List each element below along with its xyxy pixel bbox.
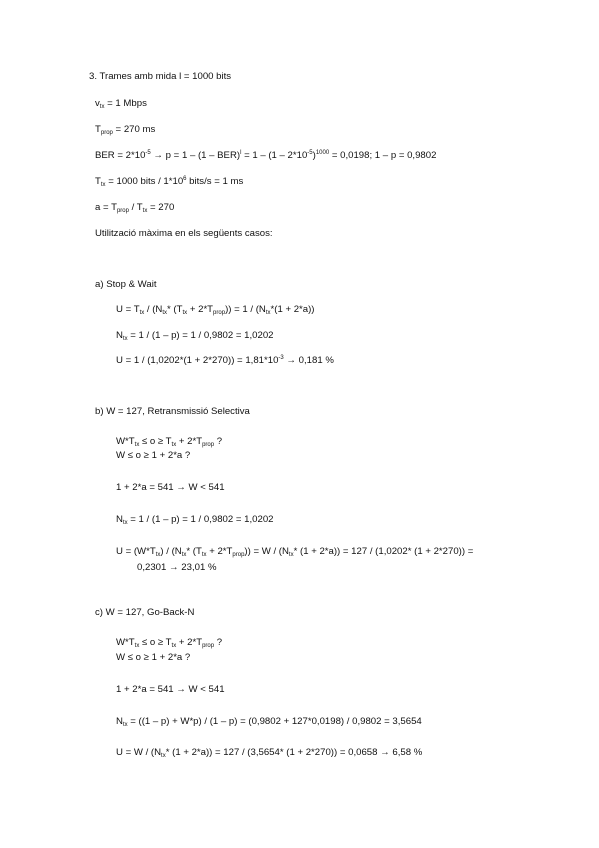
section-b-condition-1: $W*T_{tx} \le o \ge T_{tx} + 2*T_{prop}$ ? [116, 436, 223, 448]
prop-time-line: $T_{prop} = 270$ ms [95, 124, 156, 136]
section-a-title: a) Stop & Wait [95, 279, 157, 290]
section-c-condition-1: $W*T_{tx} \le o \ge T_{tx} + 2*T_{prop}$ ? [116, 637, 223, 649]
cases-intro: Utilització màxima en els següents casos: [95, 228, 273, 239]
section-a-utilization-result: $U = 1 / (1,0202*(1 + 2*270)) = 1,81*10^{-3} \to 0,181$ % [116, 355, 334, 366]
section-b-condition-2: W ≤ o ≥ 1 + 2*a ? [116, 450, 191, 461]
section-a-ntx: $N_{tx} = 1 / (1 - p) = 1 / 0,9802 = 1,0202$ [116, 330, 274, 342]
section-b-ntx: $N_{tx} = 1 / (1 - p) = 1 / 0,9802 = 1,0202$ [116, 514, 274, 526]
section-b-utilization-formula: $U = (W*T_{tx}) / (N_{tx}*$ $(T_{tx} + 2*T_{prop})) = W / (N_{tx}*$ (1 + 2*a)) = 127 / (1,0202* (1 + 2*270)) = [116, 546, 474, 558]
section-b-title: b) W = 127, Retransmissió Selectiva [95, 406, 250, 417]
section-c-title: c) W = 127, Go-Back-N [95, 607, 195, 618]
section-c-utilization: $U = W / (N_{tx}*$ (1 + 2*a)) = 127 / (3,5654* (1 + 2*270)) = 0,0658 → 6,58 % [116, 747, 423, 759]
problem-heading: 3. Trames amb mida l = 1000 bits [89, 71, 232, 82]
section-b-window-calc: 1 + 2*a = 541 → W < 541 [116, 482, 225, 493]
a-parameter-line: $a = T_{prop} / T_{tx} = 270$ [95, 202, 175, 214]
tx-time-line: $T_{tx} = 1000$ bits / $1*10^6$ bits/s = 1 ms [95, 176, 244, 188]
section-a-utilization-formula: $U = T_{tx} / (N_{tx}*$ $(T_{tx} + 2*T_{prop})) = 1 / (N_{tx}*(1 + 2*a))$ [116, 304, 315, 316]
section-b-utilization-result: 0,2301 → 23,01 % [137, 562, 217, 573]
tx-speed-line: $v_{tx} = 1$ Mbps [95, 98, 147, 110]
section-c-ntx: $N_{tx} = ((1 - p) + W*p) / (1 - p) = (0,9802 + 127*0,0198) / 0,9802 = 3,5654$ [116, 716, 422, 728]
ber-line: BER = $2*10^{-5} \to p = 1 - (1 - BER)^l = 1 - (1 - 2*10^{-5})^{1000} = 0,0198$; 1 – p = 0,9802 [95, 150, 437, 161]
section-c-window-calc: 1 + 2*a = 541 → W < 541 [116, 684, 225, 695]
section-c-condition-2: W ≤ o ≥ 1 + 2*a ? [116, 652, 191, 663]
